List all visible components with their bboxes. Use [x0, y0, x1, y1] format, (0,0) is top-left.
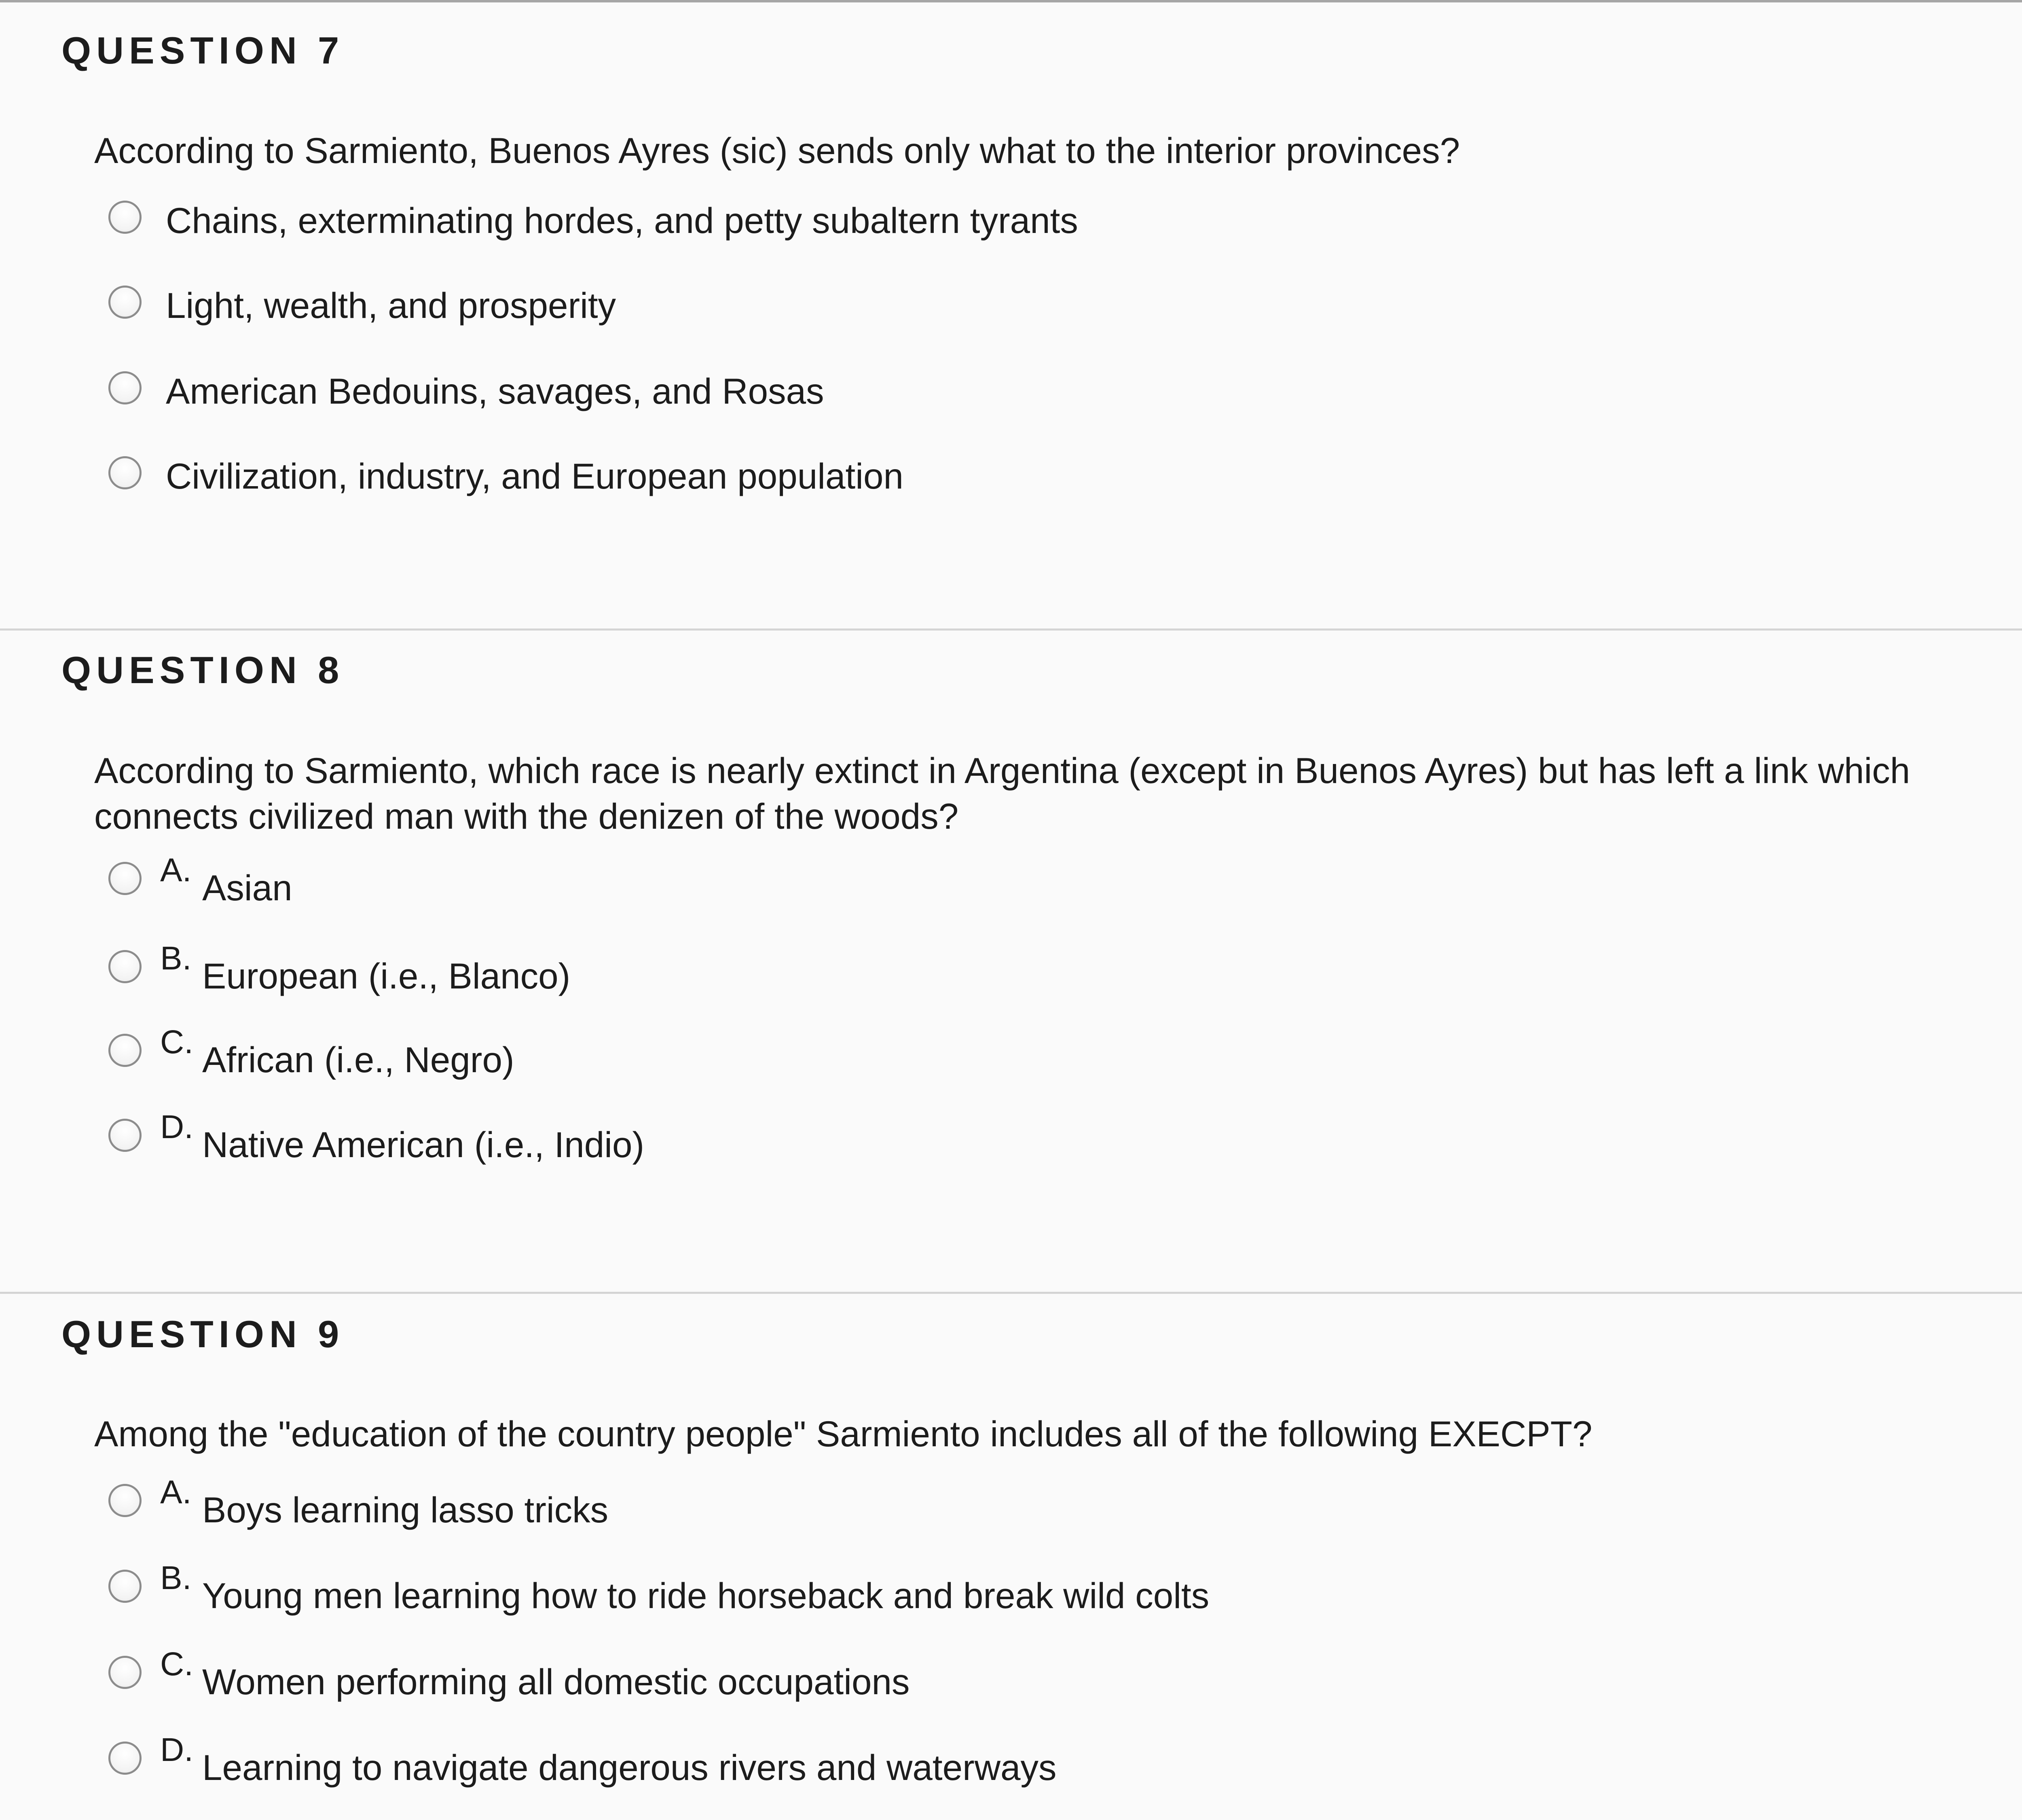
answer-letter: A.	[160, 1474, 192, 1511]
question-9	[0, 1294, 2022, 1820]
radio-button[interactable]	[108, 862, 142, 895]
radio-button[interactable]	[108, 456, 142, 489]
radio-button[interactable]	[108, 1119, 142, 1152]
question-8	[0, 631, 2022, 1290]
answer-letter: D.	[160, 1731, 193, 1768]
question-text: According to Sarmiento, Buenos Ayres (sic) sends only what to the interior provinces?	[94, 130, 1460, 171]
radio-button[interactable]	[108, 1034, 142, 1067]
answer-label[interactable]: Women performing all domestic occupations	[202, 1661, 910, 1702]
radio-button[interactable]	[108, 1742, 142, 1775]
answer-label[interactable]: Light, wealth, and prosperity	[166, 285, 616, 326]
question-title: QUESTION 7	[61, 29, 345, 72]
radio-button[interactable]	[108, 201, 142, 234]
answer-letter: C.	[160, 1646, 193, 1682]
answer-label[interactable]: Asian	[202, 868, 292, 908]
answer-letter: D.	[160, 1109, 193, 1145]
answer-letter: B.	[160, 940, 192, 977]
question-title: QUESTION 8	[61, 649, 345, 691]
answer-label[interactable]: Native American (i.e., Indio)	[202, 1124, 645, 1165]
answer-label[interactable]: European (i.e., Blanco)	[202, 956, 571, 996]
question-title: QUESTION 9	[61, 1313, 345, 1355]
answer-label[interactable]: African (i.e., Negro)	[202, 1039, 514, 1080]
question-text: According to Sarmiento, which race is nearly extinct in Argentina (except in Buenos Ayres) but has left a link which connects civilized man with the denizen of the woods?	[94, 750, 1910, 836]
answer-label[interactable]: Boys learning lasso tricks	[202, 1490, 609, 1530]
question-7	[0, 2, 2022, 625]
answer-letter: A.	[160, 852, 192, 889]
radio-button[interactable]	[108, 1484, 142, 1517]
answer-label[interactable]: Young men learning how to ride horseback and break wild colts	[202, 1575, 1210, 1616]
radio-button[interactable]	[108, 1656, 142, 1689]
answer-label[interactable]: Chains, exterminating hordes, and petty subaltern tyrants	[166, 200, 1078, 241]
answer-label[interactable]: Learning to navigate dangerous rivers and waterways	[202, 1747, 1057, 1788]
question-text: Among the "education of the country people" Sarmiento includes all of the following EXECPT?	[94, 1414, 1593, 1454]
answer-letter: B.	[160, 1560, 192, 1596]
answer-label[interactable]: Civilization, industry, and European population	[166, 456, 903, 496]
answer-letter: C.	[160, 1024, 193, 1060]
radio-button[interactable]	[108, 1570, 142, 1603]
radio-button[interactable]	[108, 286, 142, 319]
radio-button[interactable]	[108, 950, 142, 983]
radio-button[interactable]	[108, 371, 142, 404]
answer-label[interactable]: American Bedouins, savages, and Rosas	[166, 371, 824, 411]
